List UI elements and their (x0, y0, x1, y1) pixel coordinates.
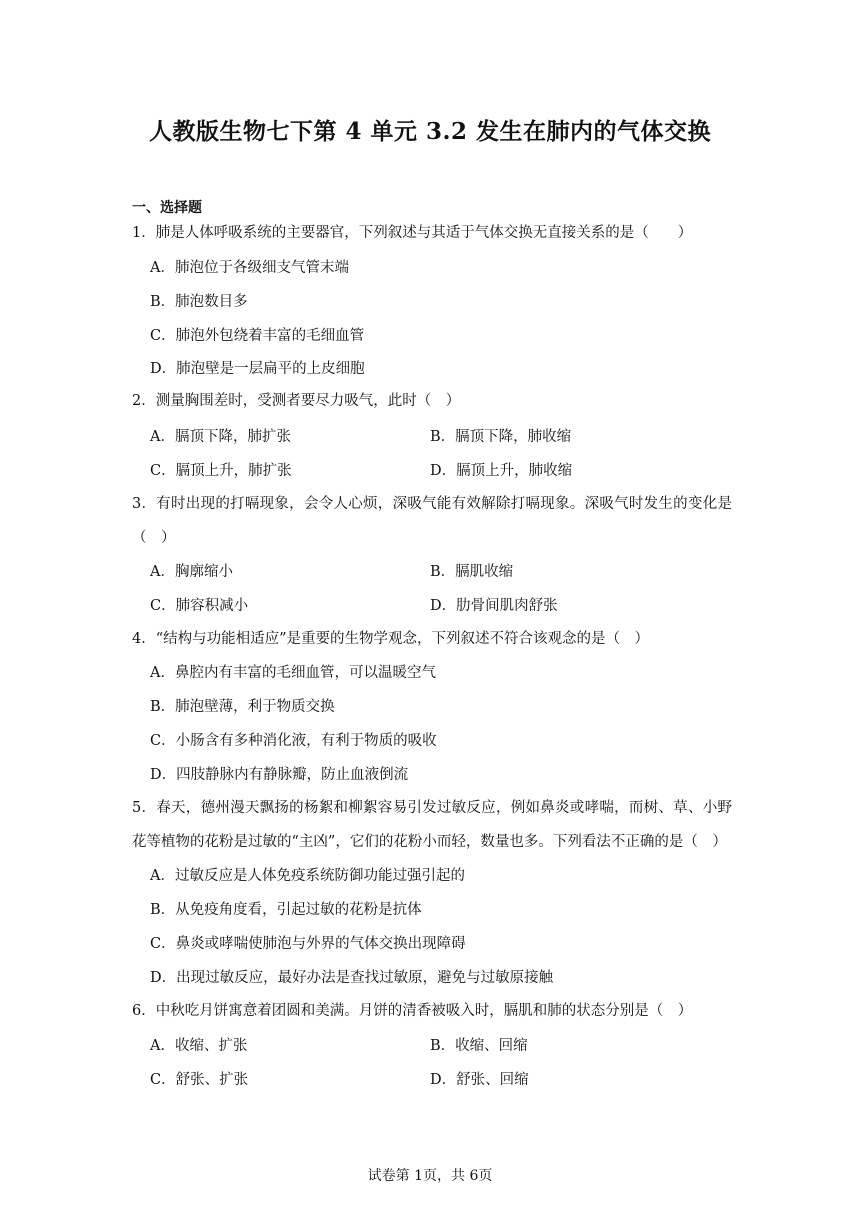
section-heading: 一、选择题 (132, 200, 202, 216)
question-4-option-d: D．四肢静脉内有静脉瓣，防止血液倒流 (150, 767, 409, 783)
question-4-option-b: B．肺泡壁薄，利于物质交换 (150, 699, 335, 715)
question-1-option-b: B．肺泡数目多 (150, 294, 248, 310)
question-1-option-a: A．肺泡位于各级细支气管末端 (150, 260, 349, 276)
question-6-option-c: C．舒张、扩张 (150, 1072, 249, 1088)
question-5-option-b: B．从免疫角度看，引起过敏的花粉是抗体 (150, 902, 422, 918)
page-footer: 试卷第 1页，共 6页 (367, 1168, 493, 1184)
question-5-option-a: A．过敏反应是人体免疫系统防御功能过强引起的 (150, 868, 465, 884)
question-3-option-c: C．肺容积减小 (150, 598, 249, 614)
question-2-option-c: C．膈顶上升，肺扩张 (150, 463, 292, 479)
question-6-stem: 6．中秋吃月饼寓意着团圆和美满。月饼的清香被吸入时，膈肌和肺的状态分别是（ ） (132, 1003, 693, 1019)
question-6-option-d: D．舒张、回缩 (430, 1072, 529, 1088)
question-1-option-d: D．肺泡壁是一层扁平的上皮细胞 (150, 361, 365, 377)
question-1-stem: 1．肺是人体呼吸系统的主要器官，下列叙述与其适于气体交换无直接关系的是（ ） (132, 225, 693, 241)
question-2-option-a: A．膈顶下降，肺扩张 (150, 429, 291, 445)
page-title: 人教版生物七下第 4 单元 3.2 发生在肺内的气体交换 (148, 118, 712, 145)
question-4-option-c: C．小肠含有多种消化液，有利于物质的吸收 (150, 733, 437, 749)
question-1-option-c: C．肺泡外包绕着丰富的毛细血管 (150, 328, 365, 344)
question-2-stem: 2．测量胸围差时，受测者要尽力吸气，此时（ ） (132, 393, 461, 409)
question-2-option-b: B．膈顶下降，肺收缩 (430, 429, 572, 445)
question-3-option-b: B．膈肌收缩 (430, 564, 514, 580)
question-5-option-d: D．出现过敏反应，最好办法是查找过敏原，避免与过敏原接触 (150, 970, 554, 986)
question-3-option-d: D．肋骨间肌肉舒张 (430, 598, 558, 614)
question-3-option-a: A．胸廓缩小 (150, 564, 233, 580)
question-3-stem: 3．有时出现的打嗝现象，会令人心烦，深吸气能有效解除打嗝现象。深吸气时发生的变化是（ ） (132, 496, 732, 546)
question-6-option-b: B．收缩、回缩 (430, 1038, 528, 1054)
question-5-option-c: C．鼻炎或哮喘使肺泡与外界的气体交换出现障碍 (150, 936, 466, 952)
question-6-option-a: A．收缩、扩张 (150, 1038, 248, 1054)
question-2-option-d: D．膈顶上升，肺收缩 (430, 463, 573, 479)
question-5-stem: 5．春天，德州漫天飘扬的杨絮和柳絮容易引发过敏反应，例如鼻炎或哮喘，而树、草、小野花等植物的花粉是过敏的“主凶”，它们的花粉小而轻，数量也多。下列看法不正确的是（ ） (132, 800, 732, 850)
question-4-option-a: A．鼻腔内有丰富的毛细血管，可以温暖空气 (150, 665, 436, 681)
question-4-stem: 4．“结构与功能相适应”是重要的生物学观念，下列叙述不符合该观念的是（ ） (132, 631, 650, 647)
